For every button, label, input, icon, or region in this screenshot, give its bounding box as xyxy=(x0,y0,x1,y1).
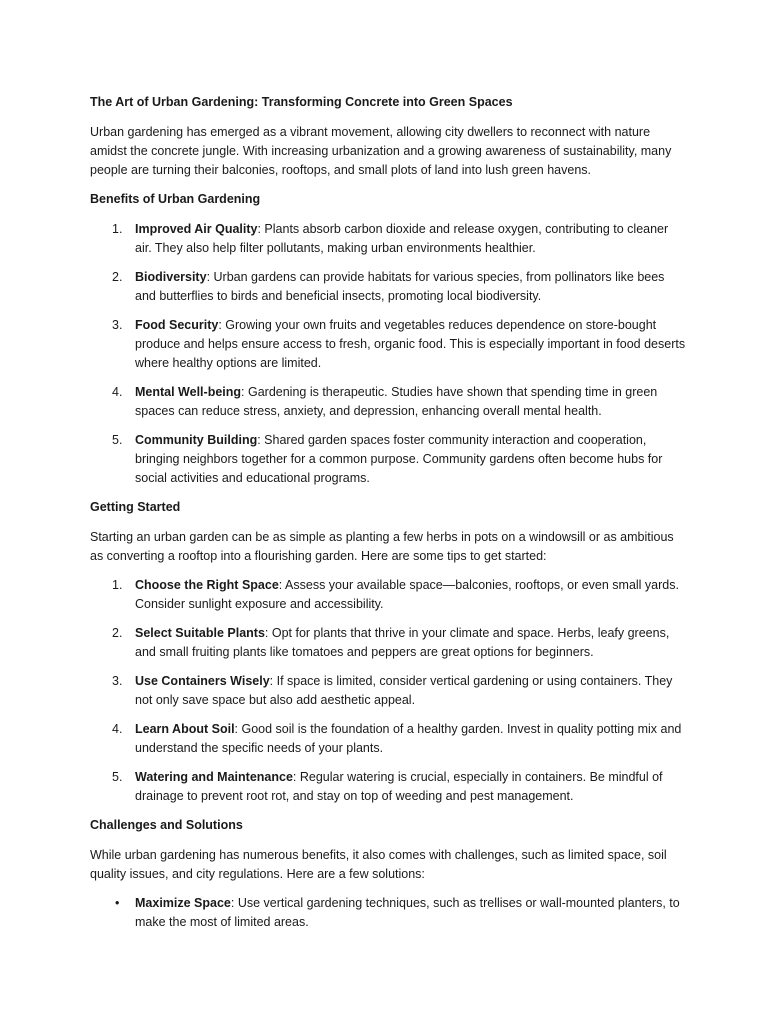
item-lead: Biodiversity xyxy=(135,270,207,284)
solutions-list xyxy=(90,894,686,932)
item-lead: Watering and Maintenance xyxy=(135,770,293,784)
item-lead: Select Suitable Plants xyxy=(135,626,265,640)
item-lead: Learn About Soil xyxy=(135,722,235,736)
item-text: : Opt for plants that thrive in your climate and space. Herbs, leafy greens, and small fruiting plants like tomatoes and peppers are great options for beginners. xyxy=(135,626,670,659)
benefits-heading: Benefits of Urban Gardening xyxy=(90,192,261,206)
bullet-marker: • xyxy=(115,896,120,910)
item-text: : If space is limited, consider vertical gardening or using containers. They not only save space but also add aesthetic appeal. xyxy=(135,674,673,707)
item-lead: Maximize Space xyxy=(135,896,231,910)
item-text: : Urban gardens can provide habitats for various species, from pollinators like bees and butterflies to birds and beneficial insects, promoting local biodiversity. xyxy=(135,270,665,303)
item-text: : Growing your own fruits and vegetables reduces dependence on store-bought produce and helps ensure access to fresh, organic food. This is especially important in food deserts where healthy options are limited. xyxy=(135,318,686,370)
benefits-list xyxy=(90,220,686,488)
intro-paragraph: Urban gardening has emerged as a vibrant movement, allowing city dwellers to reconnect with nature amidst the concrete jungle. With increasing urbanization and a growing awareness of sustainability, many people are turning their balconies, rooftops, and small plots of land into lush green havens. xyxy=(90,125,672,177)
list-item xyxy=(90,720,686,758)
list-number: 3. xyxy=(112,674,123,688)
item-lead: Community Building xyxy=(135,433,258,447)
item-lead: Improved Air Quality xyxy=(135,222,258,236)
list-item xyxy=(90,268,686,306)
list-number: 1. xyxy=(112,578,123,592)
item-text: : Regular watering is crucial, especially in containers. Be mindful of drainage to prevent root rot, and stay on top of weeding and pest management. xyxy=(135,770,663,803)
item-text: : Good soil is the foundation of a healthy garden. Invest in quality potting mix and understand the specific needs of your plants. xyxy=(135,722,682,755)
item-text: : Plants absorb carbon dioxide and release oxygen, contributing to cleaner air. They also help filter pollutants, making urban environments healthier. xyxy=(135,222,669,255)
getting-started-paragraph: Starting an urban garden can be as simple as planting a few herbs in pots on a windowsill or as ambitious as converting a rooftop into a flourishing garden. Here are some tips to get started: xyxy=(90,530,674,563)
list-number: 1. xyxy=(112,222,123,236)
list-item xyxy=(90,576,686,614)
document-page xyxy=(90,93,686,942)
item-text: : Use vertical gardening techniques, such as trellises or wall-mounted planters, to make the most of limited areas. xyxy=(135,896,680,929)
list-item xyxy=(90,431,686,488)
list-item xyxy=(90,672,686,710)
list-item xyxy=(90,383,686,421)
item-lead: Food Security xyxy=(135,318,219,332)
list-number: 4. xyxy=(112,722,123,736)
item-lead: Choose the Right Space xyxy=(135,578,279,592)
list-item xyxy=(90,894,686,932)
item-text: : Gardening is therapeutic. Studies have shown that spending time in green spaces can reduce stress, anxiety, and depression, enhancing overall mental health. xyxy=(135,385,658,418)
list-number: 2. xyxy=(112,626,123,640)
getting-started-heading: Getting Started xyxy=(90,500,181,514)
item-lead: Use Containers Wisely xyxy=(135,674,270,688)
item-lead: Mental Well-being xyxy=(135,385,242,399)
list-item xyxy=(90,316,686,373)
list-number: 3. xyxy=(112,318,123,332)
list-item xyxy=(90,220,686,258)
list-item xyxy=(90,768,686,806)
list-item xyxy=(90,624,686,662)
item-text: : Assess your available space—balconies, rooftops, or even small yards. Consider sunlight exposure and accessibility. xyxy=(135,578,679,611)
challenges-paragraph: While urban gardening has numerous benefits, it also comes with challenges, such as limited space, soil quality issues, and city regulations. Here are a few solutions: xyxy=(90,848,667,881)
tips-list xyxy=(90,576,686,806)
list-number: 2. xyxy=(112,270,123,284)
list-number: 5. xyxy=(112,433,123,447)
document-title: The Art of Urban Gardening: Transforming Concrete into Green Spaces xyxy=(90,95,513,109)
list-number: 4. xyxy=(112,385,123,399)
challenges-heading: Challenges and Solutions xyxy=(90,818,243,832)
list-number: 5. xyxy=(112,770,123,784)
item-text: : Shared garden spaces foster community interaction and cooperation, bringing neighbors together for a common purpose. Community gardens often become hubs for social activities and educational programs. xyxy=(135,433,663,485)
